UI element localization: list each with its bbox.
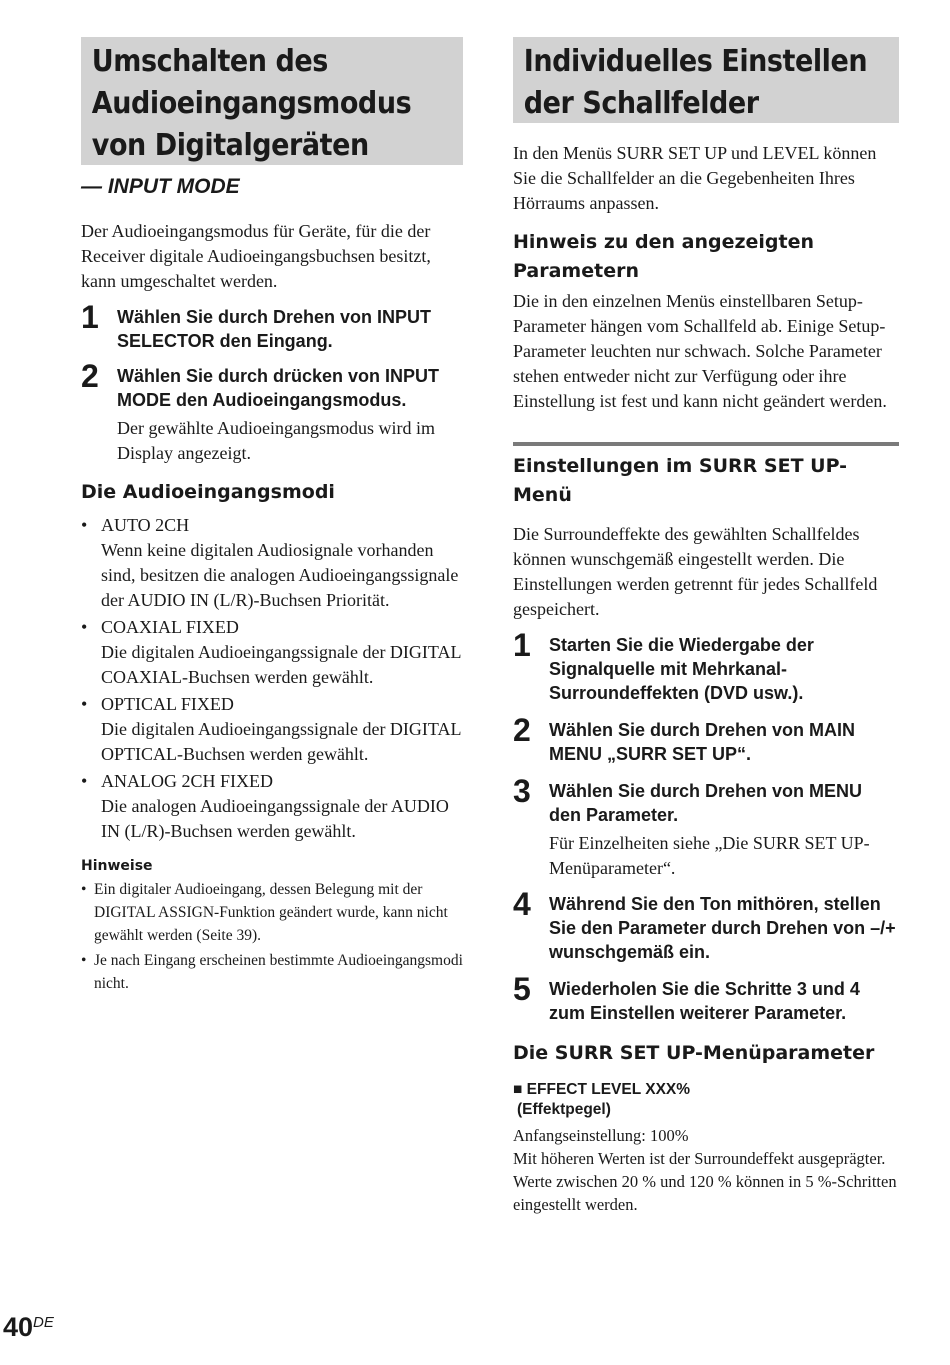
step-number: 2: [513, 712, 531, 748]
param-description: Mit höheren Werten ist der Surroundeffekt ausgeprägter. Werte zwischen 20 % und 120 % können in 5 %-Schritten eingestellt werden.: [513, 1149, 897, 1214]
list-item: • AUTO 2CH: [81, 513, 463, 538]
step-text: Wählen Sie durch drücken von INPUT MODE den Audioeingangsmodus.: [117, 366, 440, 410]
left-steps: [81, 299, 463, 466]
step-text: Wiederholen Sie die Schritte 3 und 4 zum Einstellen weiterer Parameter.: [549, 979, 860, 1023]
left-step: [81, 358, 463, 412]
mode-desc: Die analogen Audioeingangssignale der AUDIO IN (L/R)-Buchsen werden gewählt.: [101, 796, 449, 841]
step-text: Wählen Sie durch Drehen von MENU den Parameter.: [549, 781, 863, 825]
step-number: 4: [513, 886, 531, 922]
section-divider: [513, 442, 899, 446]
left-title-box: [81, 37, 463, 165]
step-note: Der gewählte Audioeingangsmodus wird im Display angezeigt.: [117, 418, 435, 463]
mode-name: AUTO 2CH: [101, 515, 190, 535]
list-item: • Je nach Eingang erscheinen bestimmte Audioeingangsmodi nicht.: [81, 949, 463, 995]
left-section-title: Umschalten des Audioeingangsmodus von Digitalgeräten: [81, 37, 463, 165]
page-number-value: 40: [3, 1312, 34, 1342]
right-step: [513, 712, 899, 766]
hint-body: Die in den einzelnen Menüs einstellbaren Setup-Parameter hängen vom Schallfeld ab. Einige Setup-Parameter leuchten nur schwach. Solche Parameter stehen entweder nicht zur Verfügung oder ihre Einstellung ist fest und kann nicht geändert werden.: [513, 291, 887, 411]
step-number: 5: [513, 971, 531, 1007]
page-language-suffix: DE: [33, 1314, 54, 1331]
step-text: Wählen Sie durch Drehen von INPUT SELECTOR den Eingang.: [117, 307, 432, 351]
param-title: ■ EFFECT LEVEL XXX%: [513, 1081, 691, 1098]
list-item: • Ein digitaler Audioeingang, dessen Belegung mit der DIGITAL ASSIGN-Funktion geändert wurde, kann nicht gewählt werden (Seite 39).: [81, 878, 463, 947]
mode-name: OPTICAL FIXED: [101, 694, 234, 714]
step-number: 2: [81, 358, 99, 394]
right-title-box: [513, 37, 899, 123]
right-step: [513, 971, 899, 1025]
modes-heading: Die Audioeingangsmodi: [81, 481, 335, 503]
mode-name: ANALOG 2CH FIXED: [101, 771, 273, 791]
list-item: • ANALOG 2CH FIXED: [81, 769, 463, 794]
step-number: 3: [513, 773, 531, 809]
hint-heading: Hinweis zu den angezeigten Parametern: [513, 231, 815, 282]
notes-list: [81, 878, 463, 995]
right-intro: In den Menüs SURR SET UP und LEVEL können Sie die Schallfelder an die Gegebenheiten Ihres Hörraums anpassen.: [513, 143, 877, 213]
left-column: [81, 37, 463, 995]
left-subtitle: — INPUT MODE: [81, 175, 240, 198]
step-text: Wählen Sie durch Drehen von MAIN MENU „SURR SET UP“.: [549, 720, 856, 764]
surr-setup-body: Die Surroundeffekte des gewählten Schallfeldes können wunschgemäß eingestellt werden. Die Einstellungen werden getrennt für jedes Schallfeld gespeichert.: [513, 524, 878, 619]
step-number: 1: [81, 299, 99, 335]
mode-desc: Die digitalen Audioeingangssignale der DIGITAL COAXIAL-Buchsen werden gewählt.: [101, 642, 461, 687]
step-note: Für Einzelheiten siehe „Die SURR SET UP-Menüparameter“.: [549, 833, 870, 878]
step-number: 1: [513, 627, 531, 663]
note-text: Ein digitaler Audioeingang, dessen Belegung mit der DIGITAL ASSIGN-Funktion geändert wurde, kann nicht gewählt werden (Seite 39).: [94, 881, 448, 944]
right-section-title: Individuelles Einstellen der Schallfelder: [513, 37, 899, 123]
mode-name: COAXIAL FIXED: [101, 617, 239, 637]
right-step: [513, 627, 899, 705]
note-text: Je nach Eingang erscheinen bestimmte Audioeingangsmodi nicht.: [94, 952, 463, 992]
page-number: [3, 1312, 54, 1343]
modes-list: [81, 513, 463, 844]
right-column: [513, 37, 899, 1216]
surr-setup-heading: Einstellungen im SURR SET UP-Menü: [513, 455, 848, 506]
list-item: • COAXIAL FIXED: [81, 615, 463, 640]
left-step: [81, 299, 463, 353]
list-item: • OPTICAL FIXED: [81, 692, 463, 717]
step-text: Starten Sie die Wiedergabe der Signalquelle mit Mehrkanal-Surroundeffekten (DVD usw.).: [549, 635, 814, 703]
left-intro: Der Audioeingangsmodus für Geräte, für die der Receiver digitale Audioeingangsbuchsen besitzt, kann umgeschaltet werden.: [81, 221, 431, 291]
param-subtitle: (Effektpegel): [517, 1101, 611, 1118]
step-text: Während Sie den Ton mithören, stellen Sie den Parameter durch Drehen von –/+ wunschgemäß ein.: [549, 894, 896, 962]
right-steps: [513, 627, 899, 1025]
right-step: [513, 886, 899, 964]
right-step: [513, 773, 899, 827]
param-default: Anfangseinstellung: 100%: [513, 1126, 689, 1145]
notes-heading: Hinweise: [81, 858, 153, 874]
mode-desc: Wenn keine digitalen Audiosignale vorhanden sind, besitzen die analogen Audioeingangssignale der AUDIO IN (L/R)-Buchsen Priorität.: [101, 540, 459, 610]
params-heading: Die SURR SET UP-Menüparameter: [513, 1042, 875, 1064]
mode-desc: Die digitalen Audioeingangssignale der DIGITAL OPTICAL-Buchsen werden gewählt.: [101, 719, 461, 764]
